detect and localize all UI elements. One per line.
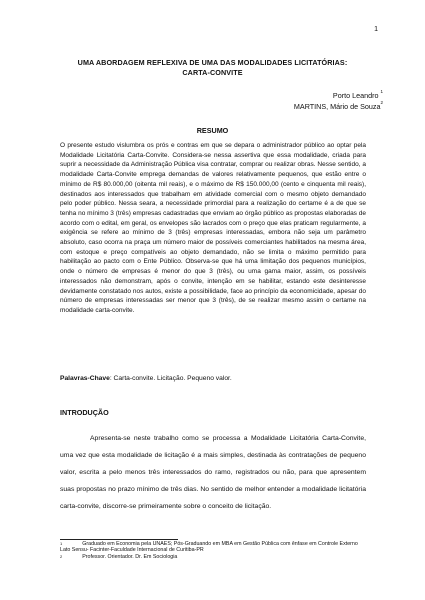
- introduction-text: Apresenta-se neste trabalho como se processa a Modalidade Licitatória Carta-Convite, uma vez que esta modalidade de licitação é a mais simples, destinada às contratações de pequeno valor, escrita a pelo menos três interessados do ramo, registrados ou não, para que apresentem suas propostas no prazo mínimo de três dias. No sentido de melhor entender a modalidade licitatória carta-convite, discorre-se primeiramente sobre o conceito de licitação.: [60, 435, 366, 510]
- title-line-1: UMA ABORDAGEM REFLEXIVA DE UMA DAS MODALIDADES LICITATÓRIAS:: [77, 58, 348, 67]
- abstract-heading: RESUMO: [196, 126, 229, 135]
- page-number: 1: [374, 26, 378, 33]
- footnote-1: [60, 541, 366, 554]
- keywords-label: Palavras-Chave: [60, 375, 110, 382]
- footnote-separator: [60, 539, 178, 540]
- author-2-name: MARTINS, Mário de Souza: [293, 102, 381, 111]
- paper-title: [40, 58, 385, 78]
- footnote-1-mark: 1: [60, 541, 63, 546]
- keywords: [60, 374, 366, 383]
- footnote-2: [60, 554, 366, 560]
- footnote-2-mark: 2: [60, 553, 63, 559]
- footnote-1-text: Graduado em Economia pela UNAES; Pós-Graduando em MBA em Gestão Pública com ênfase em Controle Externo Lato Sensu- Facinter-Faculdade Internacional de Curitiba-PR: [60, 541, 358, 554]
- author-2-footnote-mark: 2: [380, 100, 383, 105]
- author-2: [294, 101, 383, 112]
- introduction-heading: INTRODUÇÃO: [60, 408, 109, 417]
- footnote-2-text: Professor. Orientador. Dr. Em Sociologia: [82, 553, 178, 560]
- author-1-name: Porto Leandro: [332, 91, 379, 100]
- abstract-text: O presente estudo vislumbra os prós e contras em que se depara o administrador público ao optar pela Modalidade Licitatória Carta-Convite. Considera-se nessa assertiva que essa modalidade, criada para suprir a necessidade da Administração Pública visa contratar, comprar ou realizar obras. Nesse sentido, a modalidade Carta-Convite emprega demandas de valores relativamente pequenos, que estão entre o mínimo de R$ 80.000,00 (oitenta mil reais), e o máximo de R$ 150.000,00 (cento e cinquenta mil reais), destinados aos interessados que trabalham em atividade comercial com o mesmo objeto demandado pelo poder público. Nessa seara, a necessidade primordial para a realização do certame é a de que se tenha no mínimo 3 (três) empresas cadastradas que enviam ao órgão público as propostas elaboradas de acordo com o edital, em geral, os envelopes são lacrados com o preço que elas praticam regularmente, a exigência se refere ao mínimo de 3 (três) empresas interessadas, embora não seja um parâmetro absoluto, caso ocorra na praça um número maior de possíveis comerciantes habilitados na mesma área, com estoque e preço compatíveis ao objeto demandado, não se limita o máximo permitido para habilitação ao pacto com o Ente Público. Observa-se que há uma limitação dos pequenos municípios, onde o número de empresas é menor do que 3 (três), ou uma gama maior, assim, os possíveis interessados não demonstram, após o convite, intenção em se habilitar, estando este desinteresse devidamente constatado nos autos, existe a possibilidade, face ao princípio da economicidade, apesar do número de empresas interessadas ser menor que 3 (três), de se realizar mesmo assim o certame na modalidade carta-convite.: [60, 142, 366, 314]
- author-block: [294, 90, 383, 112]
- footnotes: [60, 541, 366, 560]
- title-line-2: CARTA-CONVITE: [182, 68, 243, 77]
- keywords-text: : Carta-convite. Licitação. Pequeno valor.: [109, 375, 232, 382]
- author-1-footnote-mark: 1: [380, 89, 383, 94]
- author-1: [294, 90, 383, 101]
